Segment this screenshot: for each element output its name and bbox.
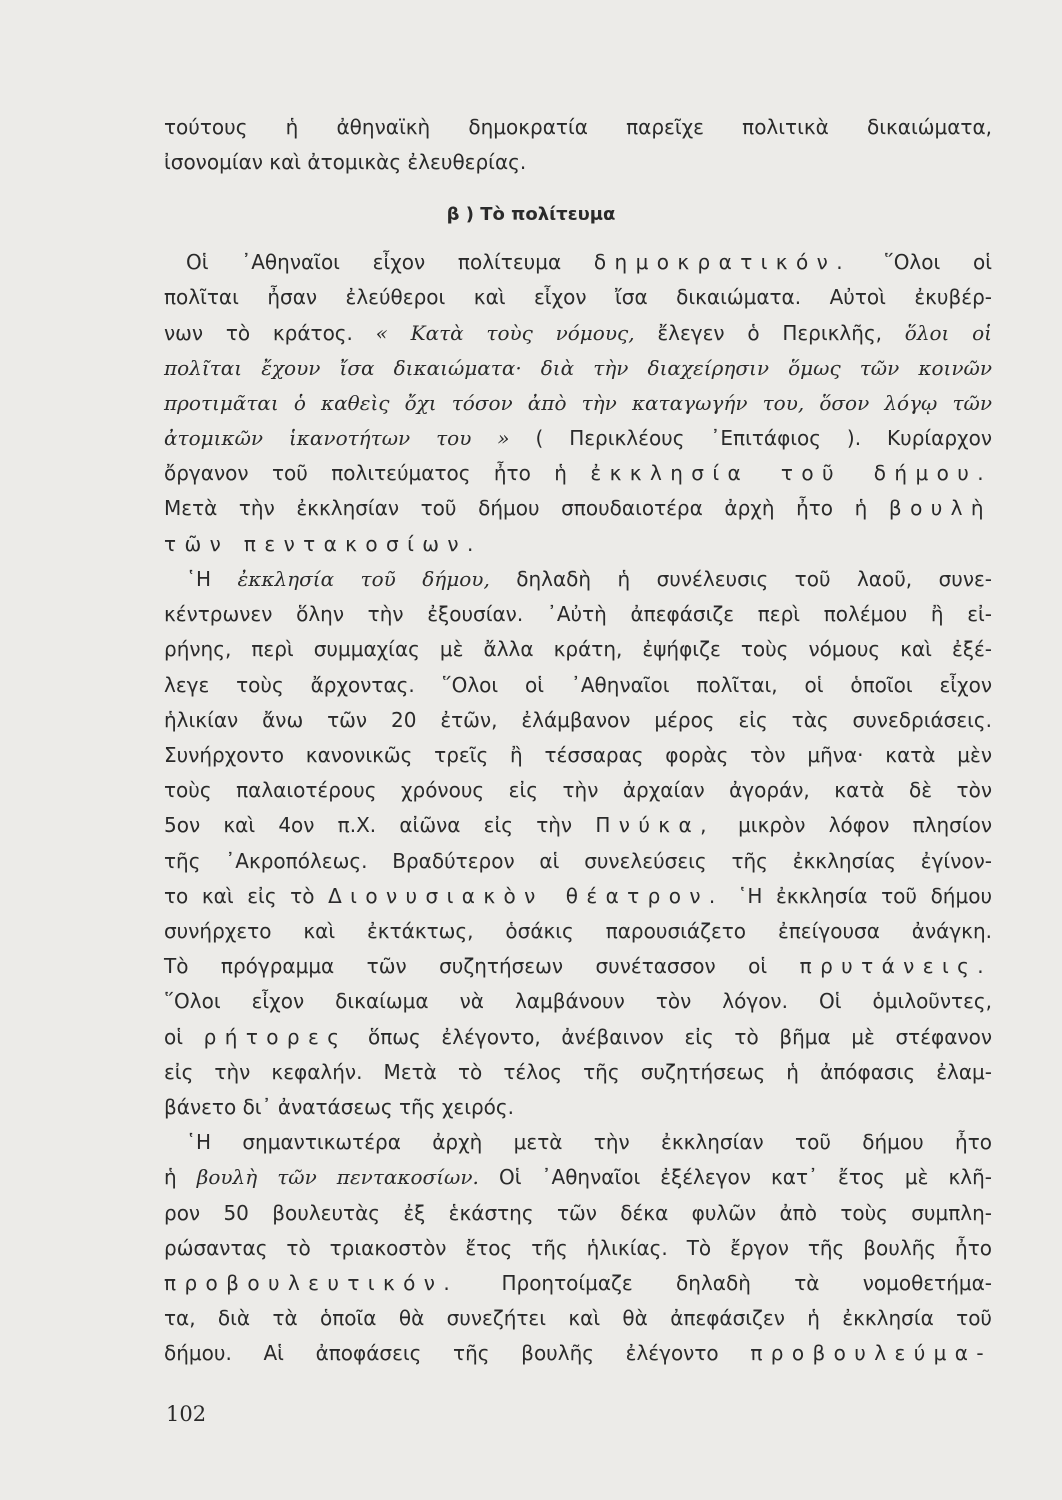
text-line: τα, διὰ τὰ ὁποῖα θὰ συνεζήτει καὶ θὰ ἀπεφάσιζεν ἡ ἐκκλησία τοῦ: [164, 1306, 992, 1330]
text-line: ἡ βουλὴ τῶν πεντακοσίων. Οἱ ᾿Αθηναῖοι ἐξέλεγον κατ᾿ ἔτος μὲ κλῆ-: [164, 1165, 993, 1189]
text-line: νων τὸ κράτος. « Κατὰ τοὺς νόμους, ἔλεγεν ὁ Περικλῆς, ὅλοι οἱ: [164, 321, 993, 345]
text-line: ῾Η ἐκκλησία τοῦ δήμου, δηλαδὴ ἡ συνέλευσις τοῦ λαοῦ, συνε-: [186, 567, 993, 591]
text-line: τοὺς παλαιοτέρους χρόνους εἰς τὴν ἀρχαίαν ἀγοράν, κατὰ δὲ τὸν: [164, 778, 992, 802]
text-line: τούτους ἡ ἀθηναϊκὴ δημοκρατία παρεῖχε πολιτικὰ δικαιώματα,: [164, 115, 992, 139]
text-line: πολῖται ἦσαν ἐλεύθεροι καὶ εἶχον ἴσα δικαιώματα. Αὐτοὶ ἐκυβέρ-: [164, 285, 992, 309]
text-line: τῶν πεντακοσίων.: [164, 532, 482, 556]
section-heading: β ) Τὸ πολίτευμα: [446, 204, 616, 225]
text-line: ἡλικίαν ἄνω τῶν 20 ἐτῶν, ἐλάμβανον μέρος εἰς τὰς συνεδριάσεις.: [164, 708, 992, 732]
text-line: Οἱ ᾿Αθηναῖοι εἶχον πολίτευμα δημοκρατικόν. ῞Ολοι οἱ: [186, 250, 992, 274]
text-line: Μετὰ τὴν ἐκκλησίαν τοῦ δήμου σπουδαιοτέρα ἀρχὴ ἦτο ἡ βουλὴ: [164, 496, 992, 520]
text-line: οἱ ρήτορες ὅπως ἐλέγοντο, ἀνέβαινον εἰς τὸ βῆμα μὲ στέφανον: [164, 1025, 992, 1049]
text-line: ρον 50 βουλευτὰς ἐξ ἑκάστης τῶν δέκα φυλῶν ἀπὸ τοὺς συμπλη-: [164, 1201, 992, 1225]
page-number: 102: [166, 1402, 207, 1426]
text-line: ρώσαντας τὸ τριακοστὸν ἔτος τῆς ἡλικίας. Τὸ ἔργον τῆς βουλῆς ἦτο: [164, 1236, 992, 1260]
text-line: δήμου. Αἱ ἀποφάσεις τῆς βουλῆς ἐλέγοντο προβουλεύμα-: [164, 1341, 993, 1365]
text-line: προβουλευτικόν. Προητοίμαζε δηλαδὴ τὰ νομοθετήμα-: [164, 1271, 993, 1295]
text-line: συνήρχετο καὶ ἐκτάκτως, ὁσάκις παρουσιάζετο ἐπείγουσα ἀνάγκη.: [164, 919, 992, 943]
text-line: ὄργανον τοῦ πολιτεύματος ἦτο ἡ ἐκκλησία τοῦ δήμου.: [164, 461, 992, 485]
text-line: τῆς ᾿Ακροπόλεως. Βραδύτερον αἱ συνελεύσεις τῆς ἐκκλησίας ἐγίνον-: [164, 849, 992, 873]
text-line: κέντρωνεν ὅλην τὴν ἐξουσίαν. ᾿Αὐτὴ ἀπεφάσιζε περὶ πολέμου ἢ εἰ-: [164, 602, 992, 626]
text-line: ἰσονομίαν καὶ ἀτομικὰς ἐλευθερίας.: [164, 150, 527, 174]
text-line: ρήνης, περὶ συμμαχίας μὲ ἄλλα κράτη, ἐψήφιζε τοὺς νόμους καὶ ἐξέ-: [164, 637, 992, 661]
text-line: πολῖται ἔχουν ἴσα δικαιώματα· διὰ τὴν διαχείρησιν ὅμως τῶν κοινῶν: [164, 356, 992, 380]
text-line: ῞Ολοι εἶχον δικαίωμα νὰ λαμβάνουν τὸν λόγον. Οἱ ὁμιλοῦντες,: [164, 989, 992, 1013]
text-line: ῾Η σημαντικωτέρα ἀρχὴ μετὰ τὴν ἐκκλησίαν τοῦ δήμου ἦτο: [186, 1130, 992, 1154]
text-line: το καὶ εἰς τὸ Διονυσιακὸν θέατρον. ῾Η ἐκκλησία τοῦ δήμου: [164, 884, 993, 908]
text-line: ἀτομικῶν ἱκανοτήτων του » ( Περικλέους ᾿Επιτάφιος ). Κυρίαρχον: [164, 426, 992, 450]
text-line: εἰς τὴν κεφαλήν. Μετὰ τὸ τέλος τῆς συζητήσεως ἡ ἀπόφασις ἐλαμ-: [164, 1060, 992, 1084]
text-line: Συνήρχοντο κανονικῶς τρεῖς ἢ τέσσαρας φορὰς τὸν μῆνα· κατὰ μὲν: [164, 743, 992, 767]
text-line: 5ον καὶ 4ον π.Χ. αἰῶνα εἰς τὴν Πνύκα, μικρὸν λόφον πλησίον: [164, 813, 992, 837]
text-line: βάνετο δι᾿ ἀνατάσεως τῆς χειρός.: [164, 1095, 514, 1119]
text-line: προτιμᾶται ὁ καθεὶς ὄχι τόσον ἀπὸ τὴν καταγωγήν του, ὅσον λόγῳ τῶν: [164, 391, 992, 415]
text-line: Τὸ πρόγραμμα τῶν συζητήσεων συνέτασσον οἱ πρυτάνεις.: [164, 954, 993, 978]
text-line: λεγε τοὺς ἄρχοντας. ῞Ολοι οἱ ᾿Αθηναῖοι πολῖται, οἱ ὁποῖοι εἶχον: [164, 673, 992, 697]
